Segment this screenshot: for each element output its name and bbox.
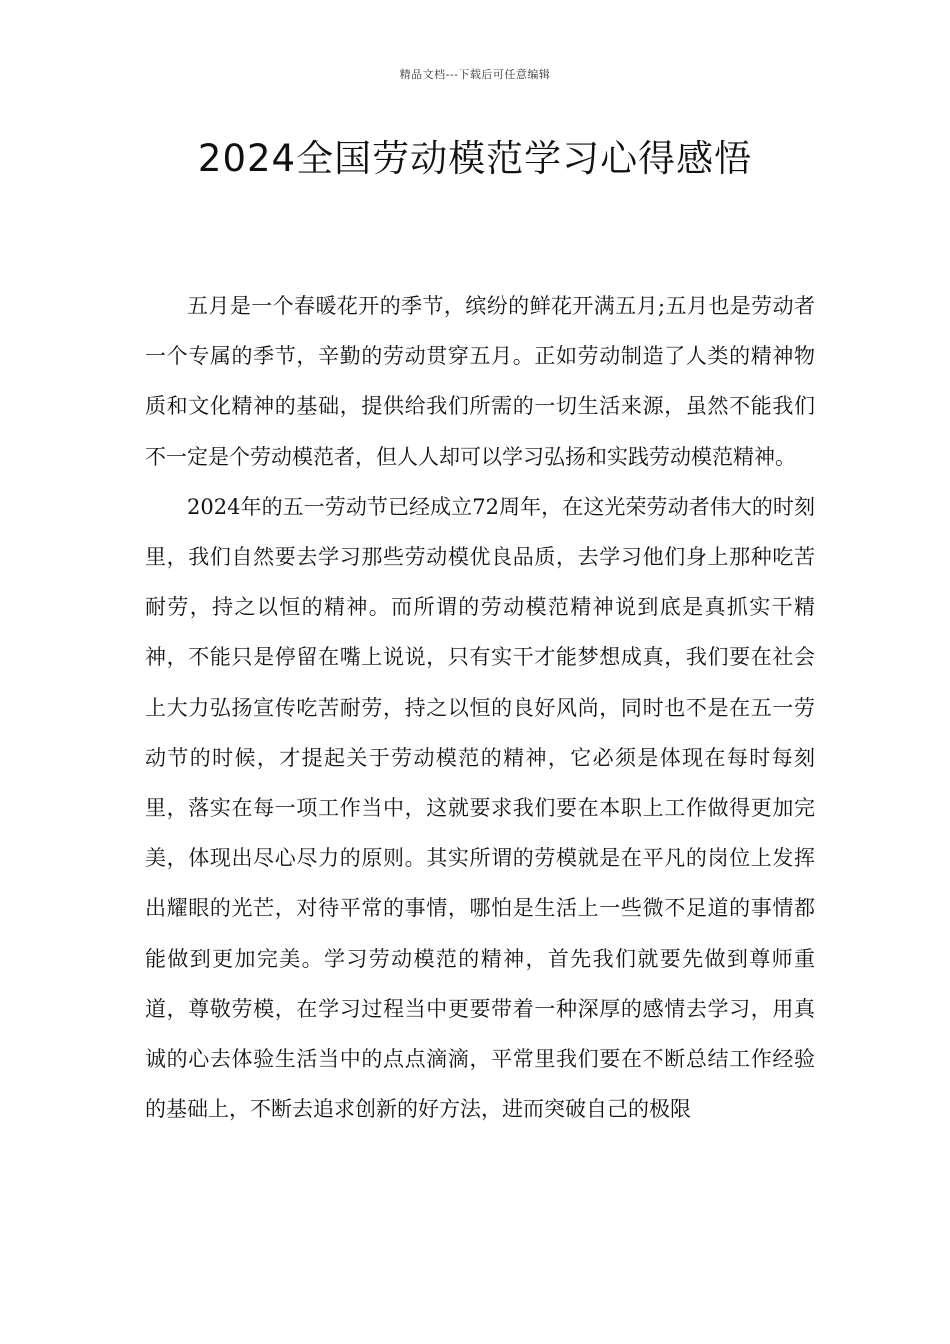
header-note: 精品文档---下载后可任意编辑 [399, 68, 551, 81]
paragraph-2: 2024年的五一劳动节已经成立72周年，在这光荣劳动者伟大的时刻里，我们自然要去学习那些劳动模优良品质，去学习他们身上那种吃苦耐劳，持之以恒的精神。而所谓的劳动模范精神说到底是真抓实干精神，不能只是停留在嘴上说说，只有实干才能梦想成真，我们要在社会上大力弘扬宣传吃苦耐劳，持之以恒的良好风尚，同时也不是在五一劳动节的时候，才提起关于劳动模范的精神，它必须是体现在每时每刻里，落实在每一项工作当中，这就要求我们要在本职上工作做得更加完美，体现出尽心尽力的原则。其实所谓的劳模就是在平凡的岗位上发挥出耀眼的光芒，对待平常的事情，哪怕是生活上一些微不足道的事情都能做到更加完美。学习劳动模范的精神，首先我们就要先做到尊师重道，尊敬劳模，在学习过程当中更要带着一种深厚的感情去学习，用真诚的心去体验生活当中的点点滴滴，平常里我们要在不断总结工作经验的基础上，不断去追求创新的好方法，进而突破自己的极限 [145, 494, 815, 1122]
paragraph-1: 五月是一个春暖花开的季节，缤纷的鲜花开满五月;五月也是劳动者一个专属的季节，辛勤的劳动贯穿五月。正如劳动制造了人类的精神物质和文化精神的基础，提供给我们所需的一切生活来源，虽然不能我们不一定是个劳动模范者，但人人却可以学习弘扬和实践劳动模范精神。 [145, 294, 815, 469]
document-body [145, 281, 815, 1134]
document-title: 2024全国劳动模范学习心得感悟 [197, 137, 753, 180]
